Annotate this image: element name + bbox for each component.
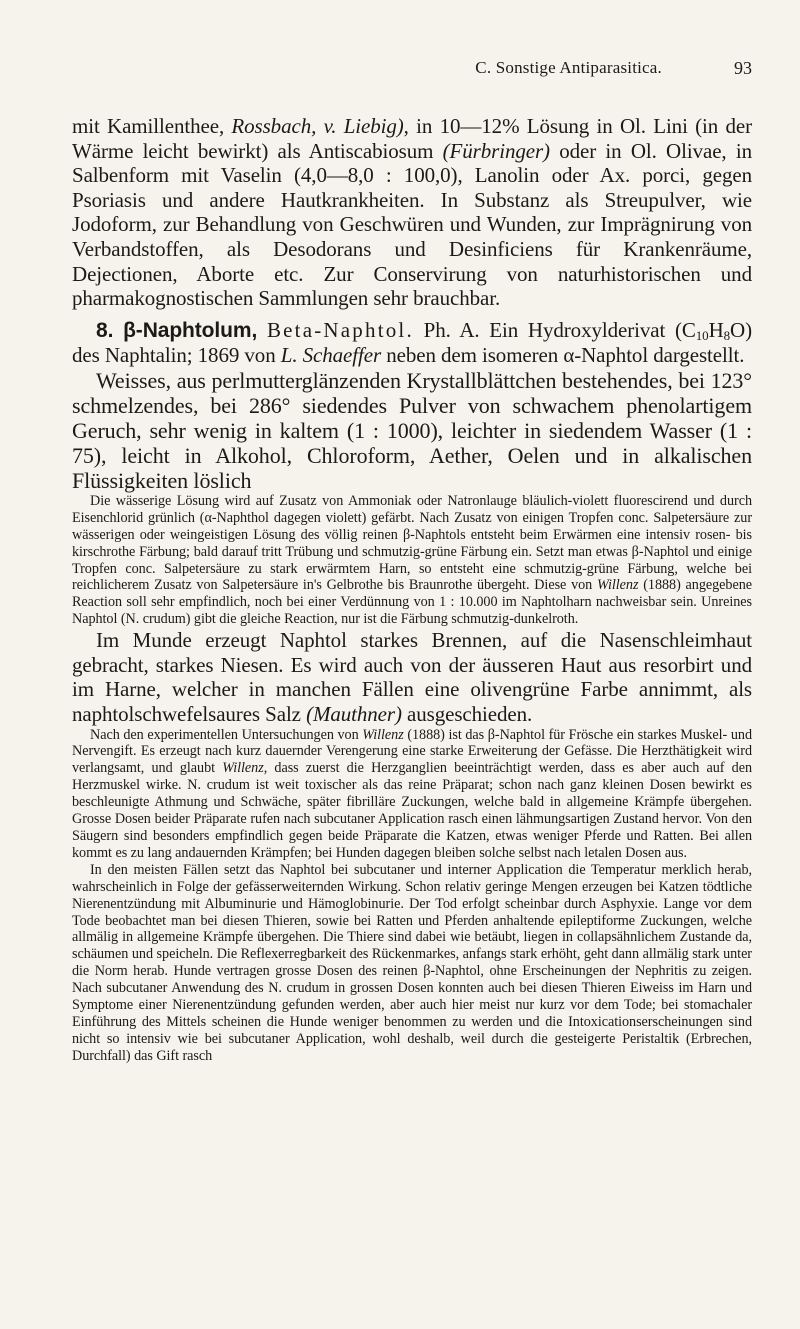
paragraph-kamillenthee [72,114,752,311]
text-run: O) des Naphtalin; 1869 von [72,317,753,368]
text-run: ausgeschieden. [401,701,533,726]
text-run: (1888) angegebene Reaction soll sehr empfindlich, noch bei einer Verdünnung von 1 : 10.000 im Naphtolharn nachweisbar sein. Unreines Naphtol (N. crudum) gibt die gleiche Reaction, nur ist die Färbung schmutzig-dunkelroth. [72,577,752,628]
subscript: 8 [723,327,731,343]
paragraph-effects [72,628,752,726]
citation: (Mauthner) [306,701,402,726]
entry-name: β-Naphtolum, [123,318,258,342]
text-run: Im Munde erzeugt Naphtol starkes Brennen, auf die Nasenschleimhaut gebracht, starkes Niesen. Es wird auch von der äusseren Haut aus resorbirt und im Harne, welcher in manchen Fällen eine olivengrüne Farbe annimmt, als naphtolschwefelsaures Salz [72,628,752,726]
text-run: (1888) ist das β-Naphtol für Frösche ein starkes Muskel- und Nervengift. Es erzeugt nach kurz dauernder Verengerung eine starke Erweiterung der Gefässe. Die Herzthätigkeit wird verlangsamt, und glaubt [72,726,752,777]
text-run: mit Kamillenthee, [72,114,232,138]
paragraph-properties: Weisses, aus perlmutterglänzenden Krystallblättchen bestehendes, bei 123° schmelzendes, bei 286° siedendes Pulver von schwachem phenolartigem Geruch, sehr wenig in kaltem (1 : 1000), leichter in siedendem Wasser (1 : 75), leicht in Alkohol, Chloroform, Aether, Oelen und in alkalischen Flüssigkeiten löslich [72,367,752,493]
citation: (Fürbringer) [442,138,550,163]
text-run: oder in Ol. Olivae, in Salbenform mit Vaselin (4,0—8,0 : 100,0), Lanolin oder Ax. porci, gegen Psoriasis und andere Hautkrankheiten. In Substanz als Streupulver, wie Jodoform, zur Behandlung von Geschwüren und Wunden, zur Imprägnirung von Verbandstoffen, als Desodorans und Desinficiens für Krankenräume, Dejectionen, Aborte etc. Zur Conservirung von naturhistorischen und pharmakognostischen Sammlungen sehr brauchbar. [72,138,752,311]
small-paragraph-reactions [72,493,752,628]
entry-number: 8. [96,318,114,342]
book-page [72,58,752,1065]
text-run: Nach den experimentellen Untersuchungen von [90,726,363,743]
citation: Willenz [597,577,639,594]
small-paragraph-experiments [72,727,752,862]
citation: Willenz [362,726,404,743]
text-run: H [708,317,724,342]
citation: Willenz [222,760,264,777]
subscript: 10 [695,327,709,343]
text-run: Ph. A. Ein Hydroxylderivat (C [413,317,696,342]
small-paragraph-temperature: In den meisten Fällen setzt das Naphtol bei subcutaner und interner Application die Temperatur merklich herab, wahrscheinlich in Folge der gefässerweiternden Wirkung. Schon relativ geringe Mengen erzeugen bei Katzen tödtliche Nierenentzündung mit Albuminurie und Hämoglobinurie. Der Tod erfolgt scheinbar durch Asphyxie. Lange vor dem Tode beobachtet man bei diesen Thieren, sowie bei Ratten und Pferden anhaltende epileptiforme Zuckungen, welche allmälig in allgemeine Krämpfe übergehen. Die Thiere sind dabei wie betäubt, liegen in collapsähnlichem Zustande da, schäumen und speicheln. Die Reflexerregbarkeit des Rückenmarkes, anfangs stark erhöht, geht dann allmälig stark unter die Norm herab. Hunde vertragen grosse Dosen des reinen β-Naphtol, ohne Erscheinungen der Nephritis zu zeigen. Nach subcutaner Anwendung des N. crudum in grossen Dosen konnten auch bei diesen Thieren Eiweiss im Harn und Symptome einer Nierenentzündung gefunden werden, aber auch hier meist nur kurz vor dem Tode; bei stomachaler Einführung des Mittels scheinen die Hunde weniger benommen zu werden und die Intoxicationserscheinungen sind nicht so intensiv wie bei subcutaner Application, wohl deshalb, weil durch die gesteigerte Peristaltik (Erbrechen, Durchfall) das Gift rasch [72,861,752,1064]
text-run: Die wässerige Lösung wird auf Zusatz von Ammoniak oder Natronlauge bläulich-violett fluorescirend und durch Eisenchlorid grünlich (α-Naphthol dagegen violett) gefärbt. Nach Zusatz von einigen Tropfen conc. Salpetersäure zur wässerigen oder weingeistigen Lösung des völlig reinen β-Naphtols entsteht beim Erwärmen eine intensiv rosen- bis kirschrothe Färbung; bald darauf tritt Trübung und schmutzig-grüne Färbung ein. Setzt man etwas β-Naphtol und einige Tropfen conc. Salpetersäure zu stark erwärmtem Harn, so entsteht eine schmutzig-grüne Färbung, welche bei reichlicherem Zusatz von Salpetersäure in's Gelbrothe bis Braunrothe übergeht. Diese von [72,492,752,594]
citation: L. Schaeffer [280,343,382,368]
text-run: , in 10—12% Lösung in Ol. Lini (in der Wärme leicht bewirkt) als Antiscabiosum [72,114,752,163]
entry-name-spaced: Beta-Naphtol. [266,317,414,342]
running-head [72,58,752,84]
page-number: 93 [734,58,752,78]
section-title: C. Sonstige Antiparasitica. [475,58,662,77]
citation: Rossbach, v. Liebig) [231,114,404,138]
text-run: , dass zuerst die Herzganglien beeinträchtigt werden, dass es aber auch auf den Herzmuskel wirke. N. crudum ist weit toxischer als das reine Präparat; schon nach ganz kleinen Dosen bewirkt es beschleunigte Athmung und Schwäche, später fibrilläre Zuckungen, welche bald in allgemeine Krämpfe übergehen. Grosse Dosen beider Präparate rufen nach subcutaner Application rasch einen lähmungsartigen Zustand hervor. Von den Säugern sind besonders empfindlich gegen beide Präparate die Katzen, etwas weniger Pferde und Ratten. Bei allen kommt es zu lang andauernden Krämpfen; bei Hunden dagegen bleiben solche selbst nach letalen Dosen aus. [72,760,753,861]
entry-beta-naphtol [72,318,752,368]
text-run: neben dem isomeren α-Naphtol dargestellt. [381,343,745,368]
